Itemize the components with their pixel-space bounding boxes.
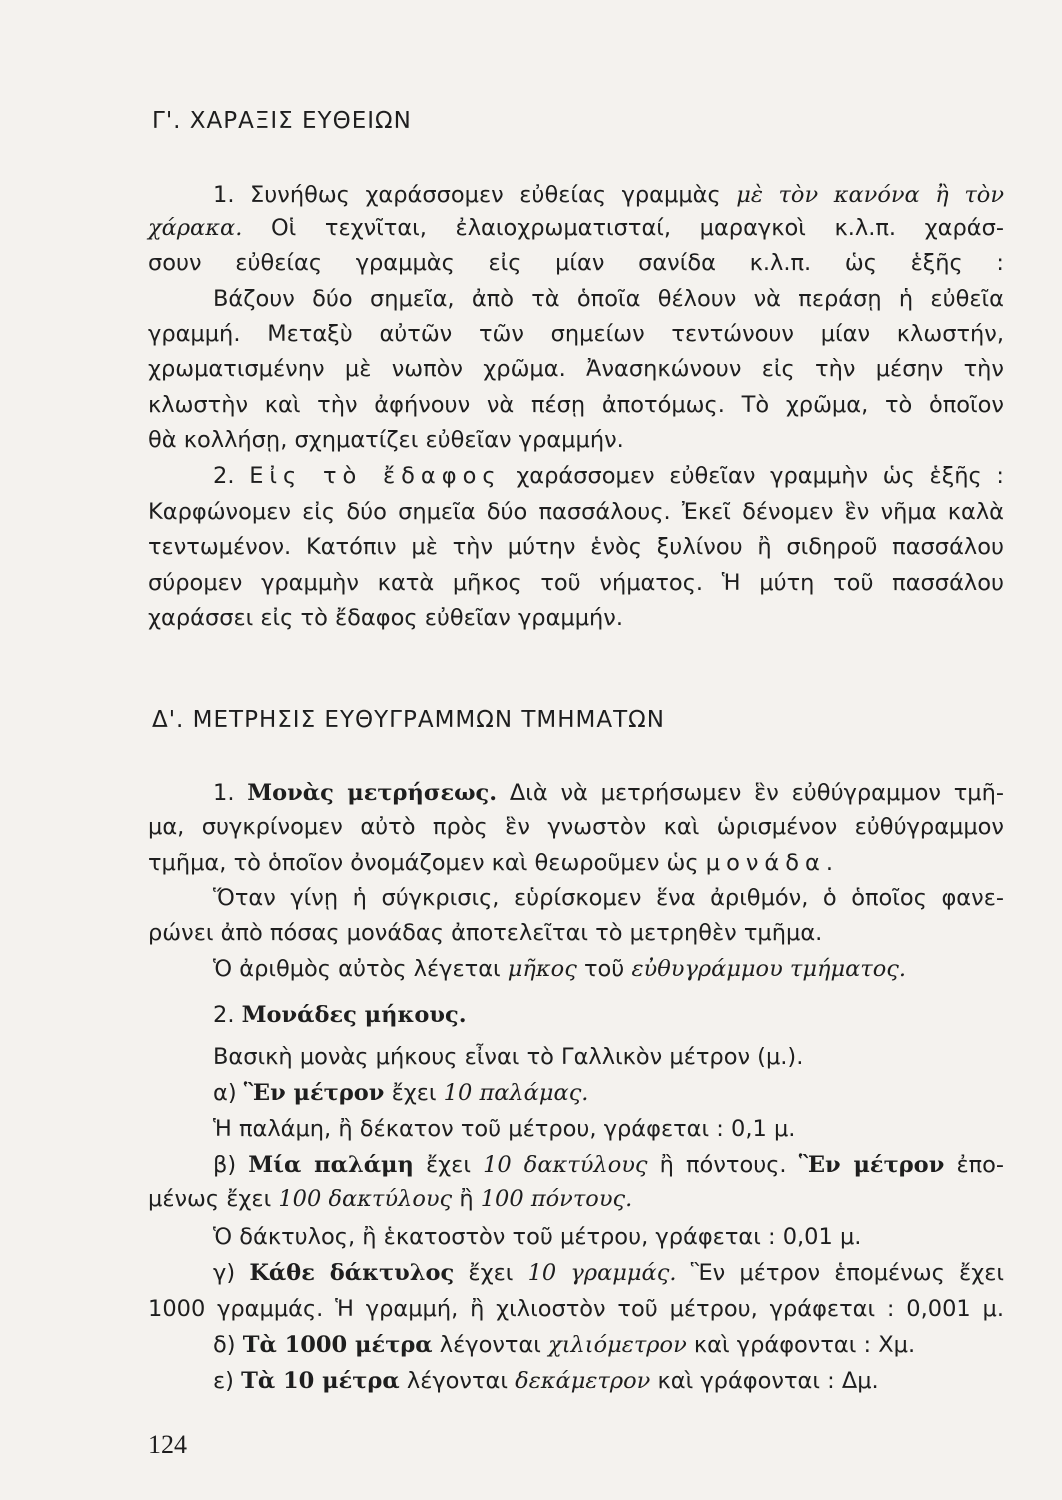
text-line: Βάζουν δύο σημεῖα, ἀπὸ τὰ ὁποῖα θέλουν νὰ περάσῃ ἡ εὐθεῖα	[213, 286, 1004, 312]
text-line: 1. Μονὰς μετρήσεως. Διὰ νὰ μετρήσωμεν ἓν εὐθύγραμμον τμῆ-	[213, 780, 1004, 806]
text-line: α) Ἓν μέτρον ἔχει 10 παλάμας.	[213, 1080, 589, 1106]
text-line: τεντωμένον. Κατόπιν μὲ τὴν μύτην ἑνὸς ξυλίνου ἢ σιδηροῦ πασσάλου	[148, 534, 1004, 560]
text-line: δ) Τὰ 1000 μέτρα λέγονται χιλιόμετρον καὶ γράφονται : Χμ.	[213, 1332, 916, 1358]
text-line: Ἡ παλάμη, ἢ δέκατον τοῦ μέτρου, γράφεται : 0,1 μ.	[213, 1116, 796, 1142]
section-heading-d: Δ'. ΜΕΤΡΗΣΙΣ ΕΥΘΥΓΡΑΜΜΩΝ ΤΜΗΜΑΤΩΝ	[152, 707, 665, 733]
text-line: κλωστὴν καὶ τὴν ἀφήνουν νὰ πέσῃ ἀποτόμως. Τὸ χρῶμα, τὸ ὁποῖον	[148, 392, 1004, 418]
text-line: 1000 γραμμάς. Ἡ γραμμή, ἢ χιλιοστὸν τοῦ μέτρου, γράφεται : 0,001 μ.	[148, 1296, 1004, 1322]
text-line: ρώνει ἀπὸ πόσας μονάδας ἀποτελεῖται τὸ μετρηθὲν τμῆμα.	[148, 920, 823, 946]
text-line: χαράσσει εἰς τὸ ἔδαφος εὐθεῖαν γραμμήν.	[148, 605, 624, 631]
text-line: γραμμή. Μεταξὺ αὐτῶν τῶν σημείων τεντώνουν μίαν κλωστήν,	[148, 321, 1004, 347]
text-line: γ) Κάθε δάκτυλος ἔχει 10 γραμμάς. Ἓν μέτρον ἑπομένως ἔχει	[213, 1260, 1004, 1286]
text-line: θὰ κολλήσῃ, σχηματίζει εὐθεῖαν γραμμήν.	[148, 427, 624, 453]
section-heading-c: Γ'. ΧΑΡΑΞΙΣ ΕΥΘΕΙΩΝ	[152, 108, 412, 134]
text-line: σουν εὐθείας γραμμὰς εἰς μίαν σανίδα κ.λ.π. ὡς ἑξῆς :	[148, 250, 1004, 276]
text-line: Βασικὴ μονὰς μήκους εἶναι τὸ Γαλλικὸν μέτρον (μ.).	[213, 1044, 804, 1070]
text-line: τμῆμα, τὸ ὁποῖον ὀνομάζομεν καὶ θεωροῦμεν ὡς μονάδα.	[148, 850, 839, 876]
text-line: Καρφώνομεν εἰς δύο σημεῖα δύο πασσάλους. Ἐκεῖ δένομεν ἓν νῆμα καλὰ	[148, 499, 1004, 525]
text-line: 2. Μονάδες μήκους.	[213, 1002, 467, 1028]
text-line: 1. Συνήθως χαράσσομεν εὐθείας γραμμὰς μὲ τὸν κανόνα ἢ τὸν	[213, 182, 1004, 208]
text-line: χάρακα. Οἱ τεχνῖται, ἐλαιοχρωματισταί, μαραγκοὶ κ.λ.π. χαράσ-	[148, 215, 1004, 241]
page-number: 124	[148, 1430, 187, 1459]
text-line: Ὁ δάκτυλος, ἢ ἑκατοστὸν τοῦ μέτρου, γράφεται : 0,01 μ.	[213, 1224, 862, 1250]
text-line: Ὁ ἀριθμὸς αὐτὸς λέγεται μῆκος τοῦ εὐθυγράμμου τμήματος.	[213, 956, 907, 982]
text-line: μένως ἔχει 100 δακτύλους ἢ 100 πόντους.	[148, 1186, 633, 1212]
text-line: 2. Εἰς τὸ ἔδαφος χαράσσομεν εὐθεῖαν γραμμὴν ὡς ἑξῆς :	[213, 463, 1005, 489]
text-line: Ὅταν γίνῃ ἡ σύγκρισις, εὑρίσκομεν ἕνα ἀριθμόν, ὁ ὁποῖος φανε-	[213, 885, 1004, 911]
text-line: σύρομεν γραμμὴν κατὰ μῆκος τοῦ νήματος. Ἡ μύτη τοῦ πασσάλου	[148, 570, 1004, 596]
text-line: ε) Τὰ 10 μέτρα λέγονται δεκάμετρον καὶ γράφονται : Δμ.	[213, 1368, 879, 1394]
text-line: χρωματισμένην μὲ νωπὸν χρῶμα. Ἀνασηκώνουν εἰς τὴν μέσην τὴν	[148, 356, 1004, 382]
text-line: μα, συγκρίνομεν αὐτὸ πρὸς ἓν γνωστὸν καὶ ὡρισμένον εὐθύγραμμον	[148, 814, 1004, 840]
text-line: β) Μία παλάμη ἔχει 10 δακτύλους ἢ πόντους. Ἓν μέτρον ἐπο-	[213, 1152, 1005, 1178]
